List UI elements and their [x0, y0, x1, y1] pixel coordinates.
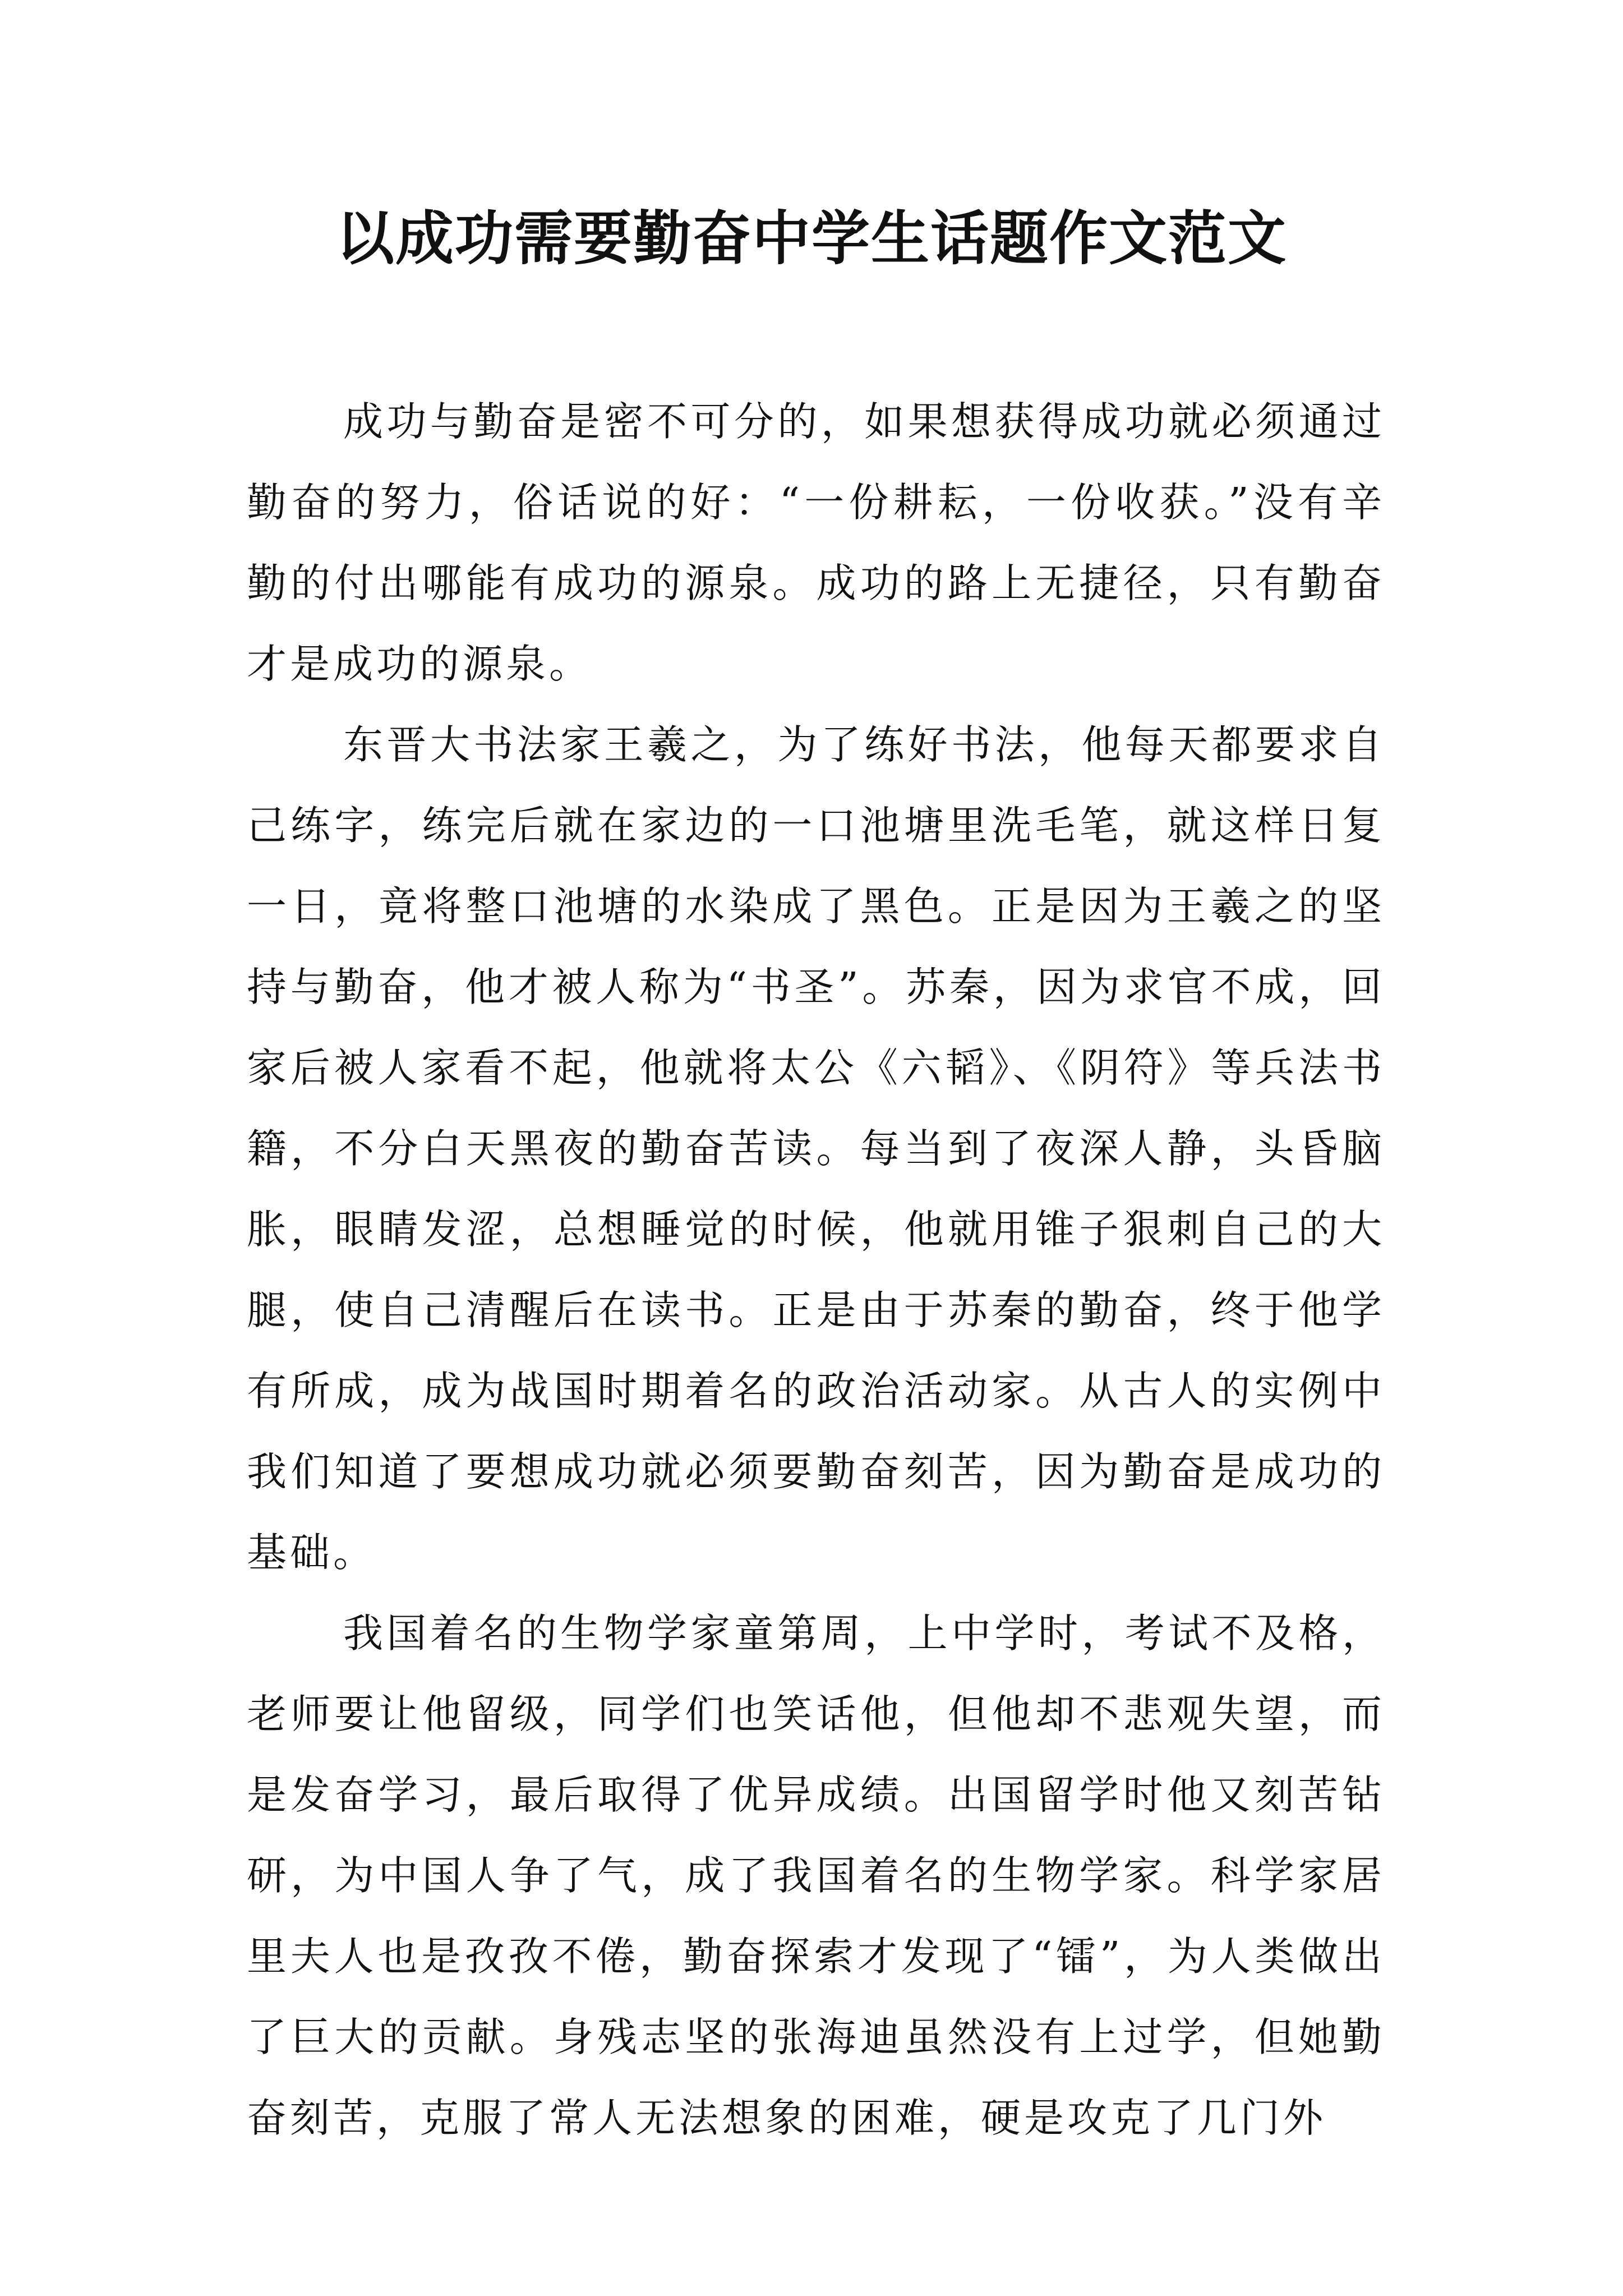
document-title: 以成功需要勤奋中学生话题作文范文	[335, 204, 1287, 273]
paragraph-3: 我国着名的生物学家童第周，上中学时，考试不及格，老师要让他留级，同学们也笑话他，但他却不悲观失望，而是发奋学习，最后取得了优异成绩。出国留学时他又刻苦钻研，为中国人争了气，成了我国着名的生物学家。科学家居里夫人也是孜孜不倦，勤奋探索才发现了“镭”，为人类做出了巨大的贡献。身残志坚的张海迪虽然没有上过学，但她勤奋刻苦，克服了常人无法想象的困难，硬是攻克了几门外	[247, 1610, 1385, 2141]
paragraph-1: 成功与勤奋是密不可分的，如果想获得成功就必须通过勤奋的努力，俗话说的好：“一份耕耘，一份收获。”没有辛勤的付出哪能有成功的源泉。成功的路上无捷径，只有勤奋才是成功的源泉。	[247, 398, 1385, 687]
paragraph-2: 东晋大书法家王羲之，为了练好书法，他每天都要求自己练字，练完后就在家边的一口池塘里洗毛笔，就这样日复一日，竟将整口池塘的水染成了黑色。正是因为王羲之的坚持与勤奋，他才被人称为“书圣”。苏秦，因为求官不成，回家后被人家看不起，他就将太公《六韬》、《阴符》等兵法书籍，不分白天黑夜的勤奋苦读。每当到了夜深人静，头昏脑胀，眼睛发涩，总想睡觉的时候，他就用锥子狠刺自己的大腿，使自己清醒后在读书。正是由于苏秦的勤奋，终于他学有所成，成为战国时期着名的政治活动家。从古人的实例中我们知道了要想成功就必须要勤奋刻苦，因为勤奋是成功的基础。	[247, 721, 1385, 1576]
document-body	[247, 381, 1385, 2159]
